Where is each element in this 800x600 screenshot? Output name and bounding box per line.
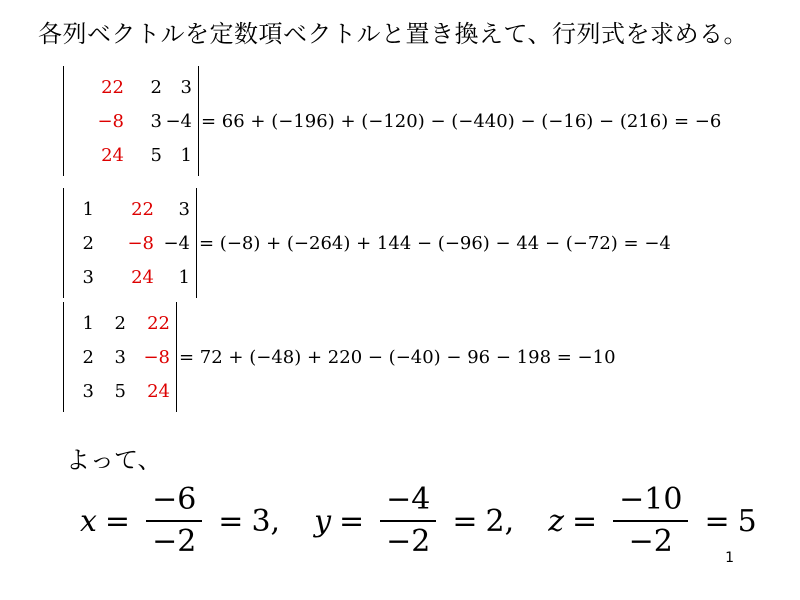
fraction-numerator: −10 bbox=[613, 480, 688, 522]
matrix-cell: −4 bbox=[165, 110, 192, 132]
fraction-denominator: −2 bbox=[386, 524, 431, 559]
separator: , bbox=[504, 503, 515, 539]
page-number: 1 bbox=[725, 550, 734, 566]
matrix-cell: 3 bbox=[114, 346, 126, 368]
page-title: 各列ベクトルを定数項ベクトルと置き換えて、行列式を求める。 bbox=[38, 20, 749, 48]
separator: , bbox=[270, 503, 281, 539]
matrix-cell: 3 bbox=[82, 266, 94, 288]
equals-sign: = bbox=[452, 503, 478, 539]
solution-result: 3 bbox=[251, 503, 271, 539]
equals-sign: = bbox=[572, 503, 598, 539]
solution-fraction bbox=[146, 480, 202, 562]
equals-sign: = bbox=[339, 503, 365, 539]
matrix-cell: 5 bbox=[150, 144, 162, 166]
matrix-row bbox=[68, 374, 170, 408]
matrix-cell: 24 bbox=[147, 380, 170, 402]
matrix-row bbox=[68, 340, 170, 374]
determinant-expression: = 72 + (−48) + 220 − (−40) − 96 − 198 = −10 bbox=[179, 346, 616, 368]
solution-result: 2 bbox=[485, 503, 505, 539]
matrix-row bbox=[68, 70, 192, 104]
matrix-cell: −4 bbox=[163, 232, 190, 254]
matrix-cell: 24 bbox=[101, 144, 124, 166]
matrix-cell: 22 bbox=[131, 198, 154, 220]
solution-variable: z bbox=[548, 503, 564, 539]
matrix-row bbox=[68, 306, 170, 340]
matrix-cell: −8 bbox=[143, 346, 170, 368]
matrix-row bbox=[68, 138, 192, 172]
determinant-matrix bbox=[63, 302, 177, 412]
matrix-cell: 1 bbox=[82, 198, 94, 220]
matrix-cell: 3 bbox=[82, 380, 94, 402]
matrix-cell: 1 bbox=[178, 266, 190, 288]
fraction-denominator: −2 bbox=[628, 524, 673, 559]
solution-variable: y bbox=[314, 503, 332, 539]
equals-sign: = bbox=[104, 503, 131, 539]
matrix-cell: 2 bbox=[114, 312, 126, 334]
matrix-cell: −8 bbox=[127, 232, 154, 254]
determinant-matrix bbox=[63, 188, 197, 298]
solutions bbox=[80, 480, 757, 562]
determinant-matrix bbox=[63, 66, 199, 176]
fraction-denominator: −2 bbox=[152, 524, 197, 559]
matrix-cell: 24 bbox=[131, 266, 154, 288]
fraction-numerator: −4 bbox=[380, 480, 436, 522]
matrix-row bbox=[68, 104, 192, 138]
equals-sign: = bbox=[218, 503, 244, 539]
matrix-cell: 1 bbox=[82, 312, 94, 334]
matrix-row bbox=[68, 192, 190, 226]
equals-sign: = bbox=[704, 503, 730, 539]
matrix-cell: 22 bbox=[101, 76, 124, 98]
determinant-x bbox=[63, 66, 721, 176]
determinant-y bbox=[63, 188, 671, 298]
matrix-cell: 2 bbox=[150, 76, 162, 98]
matrix-cell: 3 bbox=[150, 110, 162, 132]
matrix-cell: 1 bbox=[180, 144, 192, 166]
matrix-cell: 2 bbox=[82, 232, 94, 254]
matrix-cell: −8 bbox=[97, 110, 124, 132]
therefore-label: よって、 bbox=[66, 446, 162, 474]
solution-variable: x bbox=[80, 503, 97, 539]
determinant-z bbox=[63, 302, 616, 412]
matrix-cell: 5 bbox=[114, 380, 126, 402]
solution-fraction bbox=[380, 480, 436, 562]
matrix-cell: 2 bbox=[82, 346, 94, 368]
matrix-row bbox=[68, 226, 190, 260]
fraction-numerator: −6 bbox=[146, 480, 202, 522]
determinant-expression: = 66 + (−196) + (−120) − (−440) − (−16) − (216) = −6 bbox=[201, 110, 722, 132]
solution-result: 5 bbox=[737, 503, 757, 539]
matrix-cell: 3 bbox=[180, 76, 192, 98]
determinant-expression: = (−8) + (−264) + 144 − (−96) − 44 − (−72) = −4 bbox=[199, 232, 671, 254]
matrix-cell: 3 bbox=[178, 198, 190, 220]
matrix-row bbox=[68, 260, 190, 294]
solution-fraction bbox=[613, 480, 688, 562]
matrix-cell: 22 bbox=[147, 312, 170, 334]
